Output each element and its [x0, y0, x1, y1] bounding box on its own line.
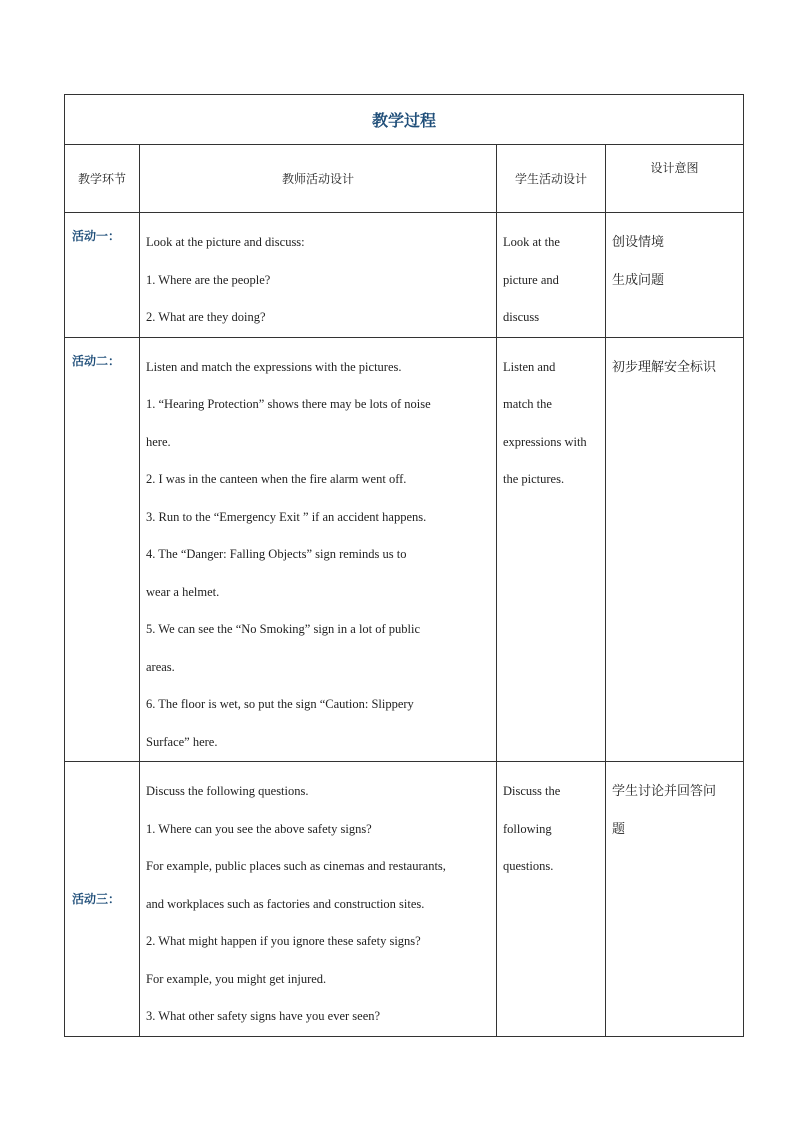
header-teacher-activity: 教师活动设计 [140, 145, 497, 213]
teacher-line: Look at the picture and discuss: [146, 235, 305, 249]
design-intent-cell [606, 762, 744, 1037]
header-design-intent: 设计意图 [606, 145, 744, 213]
teacher-line: For example, you might get injured. [146, 971, 327, 986]
teacher-line: 6. The floor is wet, so put the sign “Caution: Slippery [146, 697, 414, 711]
activity-label: 活动二： [65, 337, 140, 762]
teacher-line: Listen and match the expressions with the pictures. [146, 359, 402, 374]
teacher-line: areas. [146, 659, 175, 674]
teacher-line: 3. Run to the “Emergency Exit ” if an accident happens. [146, 509, 427, 524]
header-row [65, 145, 744, 213]
student-line: Look at the [503, 235, 560, 249]
teacher-line: 2. What are they doing? [146, 310, 266, 324]
teacher-activity-cell [140, 762, 497, 1037]
intent-line: 初步理解安全标识 [612, 359, 717, 375]
student-line: expressions with [503, 434, 587, 449]
teacher-line: 1. “Hearing Protection” shows there may be lots of noise [146, 397, 431, 411]
student-line: Discuss the [503, 784, 561, 798]
teacher-line: 1. Where can you see the above safety signs? [146, 821, 372, 836]
activity-label: 活动三： [65, 762, 140, 1037]
lesson-process-page [64, 94, 743, 1037]
design-intent-cell [606, 213, 744, 338]
table-row [65, 337, 744, 762]
teacher-line: 1. Where are the people? [146, 272, 271, 287]
intent-line: 创设情境 [612, 235, 665, 250]
teacher-activity-cell [140, 337, 497, 762]
lesson-process-table [64, 94, 744, 1037]
table-row [65, 762, 744, 1037]
intent-line: 学生讨论并回答问 [612, 784, 717, 799]
student-activity-cell [497, 337, 606, 762]
teacher-line: 2. What might happen if you ignore these safety signs? [146, 934, 421, 948]
header-student-activity: 学生活动设计 [497, 145, 606, 213]
student-line: discuss [503, 310, 540, 324]
student-activity-cell [497, 762, 606, 1037]
activity-label: 活动一： [65, 213, 140, 338]
teacher-line: here. [146, 434, 171, 449]
teacher-line: wear a helmet. [146, 584, 220, 599]
title-row [65, 95, 744, 145]
student-line: match the [503, 397, 552, 411]
teacher-activity-cell [140, 213, 497, 338]
header-stage: 教学环节 [65, 145, 140, 213]
teacher-line: 3. What other safety signs have you ever seen? [146, 1009, 381, 1023]
table-row [65, 213, 744, 338]
teacher-line: 2. I was in the canteen when the fire alarm went off. [146, 472, 407, 486]
teacher-line: and workplaces such as factories and construction sites. [146, 896, 425, 911]
student-line: picture and [503, 272, 559, 287]
teacher-line: Surface” here. [146, 734, 218, 749]
teacher-line: 4. The “Danger: Falling Objects” sign reminds us to [146, 547, 407, 561]
teacher-line: 5. We can see the “No Smoking” sign in a lot of public [146, 622, 421, 636]
student-line: following [503, 821, 552, 836]
intent-line: 题 [612, 821, 626, 837]
design-intent-cell [606, 337, 744, 762]
teacher-line: For example, public places such as cinemas and restaurants, [146, 859, 446, 873]
student-line: Listen and [503, 359, 556, 374]
student-activity-cell [497, 213, 606, 338]
title-cell [65, 95, 744, 145]
teacher-line: Discuss the following questions. [146, 784, 309, 798]
student-line: the pictures. [503, 472, 565, 486]
student-line: questions. [503, 859, 554, 873]
intent-line: 生成问题 [612, 272, 665, 288]
table-title: 教学过程 [372, 111, 437, 130]
